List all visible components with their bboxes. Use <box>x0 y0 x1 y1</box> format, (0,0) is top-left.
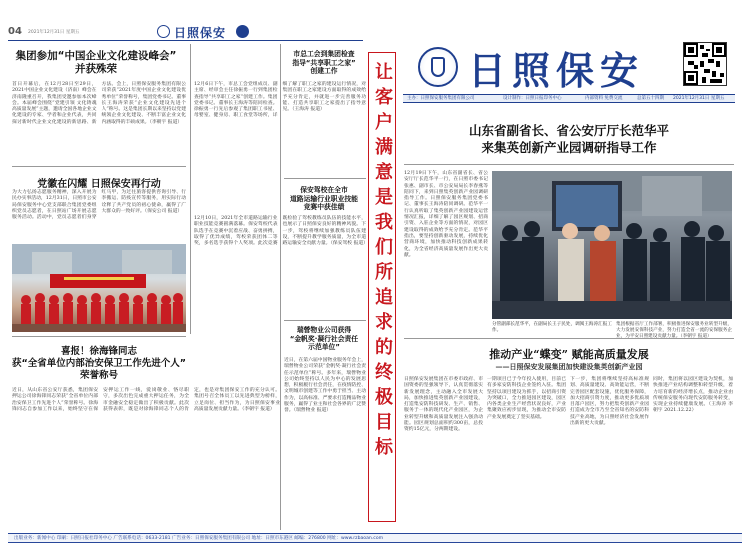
article-body-party-emblem: 为大力弘扬志愿服务精神，深入开展为民办实事活动，12月31日，日照市公安局保安服务中心党支部联合集团党委组织党员志愿者，在日照站广场开展志愿服务活动。活动中，党员志愿者们身穿红马甲，为过往旅客提供咨询引导、行李搬运、防疫宣传等服务，用实际行动诠释了共产党员的初心使命，赢得了广大群众的一致好评。（保安公司 报道） <box>12 190 186 221</box>
lead-photo-inspection <box>492 171 732 319</box>
footer-text: 出版业务：新闻中心 印刷：日照日报社印务中心 广告联系电话：0633-2181 广告业务：日照保安服务集团有限公司 地址：日照市东港区 邮编：276800 网址：www.rzbaoan.com <box>14 536 384 541</box>
sub-article-col-4: 同时，集团将以园区建设为契机，加快推进产业结构调整和转型升级，着力培育新的经济增长点，推动企业由传统保安服务向现代安防服务转变，实现企业持续健康发展。（王海涛 李朝宇 2021.12.22） <box>653 377 733 414</box>
article-title-party-emblem: 党徽在闪耀 日照保安再行动 <box>37 179 161 190</box>
title-line-3: 荣誉称号 <box>79 370 118 381</box>
divider <box>284 178 366 179</box>
volunteer-group-photo <box>12 244 186 332</box>
lead-title-line-1: 山东省副省长、省公安厅厅长范华平 <box>468 123 669 138</box>
divider <box>284 320 366 321</box>
article-title-culture-summit <box>12 50 180 76</box>
article-body-driving-school: 12月10日，2021年全市道路运输行业职业技能竞赛圆满落幕。保安驾校代表队选手在竞赛中沉着应战、奋勇拼搏，取得了优异成绩，驾校荣获团体二等奖，多名选手获得个人奖项。此次竞赛既检验了驾校教练员队伍的技能水平，也展示了日照保安良好的精神风貌。下一步，驾校将继续加强教练员队伍建设，不断提升教学服务质量，为全市道路运输安全贡献力量。（保安驾校 报道） <box>194 216 368 247</box>
lead-side-text: 集团根据省厅工作部署，积极推进保安服务业转型升级，大力发展安保科技产业，努力打造全省一流的安保服务企业，为平安日照建设贡献力量。（李朝宇 报道） <box>616 322 732 339</box>
lead-body: 12月19日下午，山东省副省长、省公安厅厅长范华平一行，在日照市委书记张惠、副市长、市公安局局长李春燕等陪同下，来到日照集英创新产业园调研指导工作。日照保安服务集团党委书记、董事长王海涛陪同调研。范华平一行认真听取了集英创新产业园建设运营情况汇报，详细了解了园区规划、招商引资、入驻企业等方面的情况，对园区建设取得的成效给予充分肯定。范华平指出，要坚持创新驱动发展，持续优化营商环境，加快推动科技创新成果转化，为全省经济高质量发展作出更大贡献。 <box>404 171 488 258</box>
divider <box>404 338 734 339</box>
article-body-workers-home: 12月6日下午，市总工会党组成员、副主席、经审会主任徐振勇一行到集团检查指导“共享职工之家”创建工作。集团党委书记、董事长王海涛等陪同检查。徐振勇一行先后参观了集团职工书屋、母婴室、健身房、职工食堂等场所，详细了解了职工之家的建设运行情况，对集团在职工之家建设方面取得的成效给予充分肯定，并就进一步完善服务功能、打造共享职工之家提出了指导意见。（王海涛 报道） <box>194 82 366 119</box>
info-internal: 内部资料 免费交流 <box>585 96 623 101</box>
qr-code <box>683 42 727 86</box>
sub-article-subtitle: ——日照保安发展集团加快建设集英创新产业园 <box>495 362 643 371</box>
title-line-2: 道路运输行业职业技能 <box>290 194 358 203</box>
title-line-2: 指导“共享职工之家” <box>292 58 356 67</box>
info-organizer: 主办：日照保安服务集团有限公司 <box>407 96 475 101</box>
lead-title-line-2: 来集英创新产业园调研指导工作 <box>481 140 657 155</box>
info-issue: 总第五十四期 <box>637 96 664 101</box>
column-divider <box>280 44 281 530</box>
title-line-3: 竞赛中获佳绩 <box>303 203 345 212</box>
title-line-1: 瑞營物业公司获得 <box>296 326 352 334</box>
masthead-info-bar <box>403 94 735 103</box>
column-divider <box>190 44 191 334</box>
info-design: 设计制作：日照日报印务中心 <box>503 96 562 101</box>
page-number: 04 <box>8 26 22 37</box>
article-title-workers-home <box>282 50 366 76</box>
footer-bar <box>8 533 742 543</box>
masthead-small-title: 日照保安 <box>174 26 227 40</box>
sub-article-col-2: 一期项目已于今年投入使用，目前已有多家安防科技企业签约入驻。集团坚持以项目建设为抓手，以招商引资为突破口，全力推进园区建设，园区内各类企业生产经营状况良好，产业集聚效应初步显现，为推动全市安防产业发展奠定了坚实基础。 <box>487 377 566 420</box>
divider <box>12 336 186 337</box>
article-title-xu-haifeng <box>10 346 188 382</box>
divider <box>404 164 734 165</box>
title-line-3: 示范单位” <box>308 343 340 352</box>
article-body-culture-summit: 首日开幕后，在12月28日至29日，2021中国企业文化建设（济南）峰会在济南隆重召开，我集团受邀参加本次峰会。本届峰会围绕“党建引领 文化铸魂 高质量发展”主题，邀请全国各地企业文化建设的专家、学者和企业代表，共同探讨新时代企业文化建设的新思路、新方法。会上，日照保安服务集团有限公司荣获“2021年度中国企业文化建设优秀单位”荣誉称号，集团党委书记、董事长王海涛荣获“企业文化建设先进个人”称号。这是集团长期以来坚持以党建统领企业文化建设、不断丰富企业文化内涵取得的丰硕成果。（李朝宇 报道） <box>12 82 186 125</box>
title-line-2: 获“全省单位内部治安保卫工作先进个人” <box>12 358 186 369</box>
title-line-1: 市总工会到集团检查 <box>293 50 355 58</box>
sub-article-title: 推动产业“蝶变” 赋能高质量发展 <box>489 348 649 361</box>
sub-article-col-3: 下一步，集团将继续坚持高标准规划、高质量建设、高效能运营，不断完善园区配套设施，优化服务保障，加大招商引资力度，推动更多优质项目落户园区，努力把集英创新产业园打造成为全市乃至全省知名的安防科技产业高地，为日照经济社会发展作出新的更大贡献。 <box>570 377 649 427</box>
title-line-2: 并获殊荣 <box>75 63 117 75</box>
article-body-property-award: 近日，在第六届中国物业服务年会上，瑞營物业公司荣获“金帆奖·凝行社会责任示范单位”称号。多年来，瑞營物业公司始终坚持以人民为中心的发展思想，积极履行社会责任，在疫情防控、文明城市创建等工作中勇于担当、主动作为，以高标准、严要求打造精品物业服务，赢得了业主和社会各界的广泛赞誉。（瑞營物业 报道） <box>284 358 366 414</box>
masthead-title: 日照保安 <box>468 49 645 93</box>
masthead-small-logo <box>157 25 170 38</box>
title-line-2: “金帆奖·凝行社会责任 <box>289 334 359 343</box>
slogan-text: 让客户满意是我们所追求的终极目标 <box>372 62 393 462</box>
masthead-small-badge <box>236 25 249 38</box>
info-date: 2021年12月31日 星期五 <box>673 96 725 101</box>
lead-title <box>404 122 734 156</box>
title-line-1: 集团参加“中国企业文化建设峰会” <box>15 50 177 62</box>
article-body-xu-haifeng: 近日，从山东省公安厅获悉，集团保安押运公司徐海锋同志荣获“全省单位内部治安保卫工作先进个人”荣誉称号。徐海锋同志自参加工作以来，始终坚守在保安押运工作一线，爱岗敬业、恪尽职守，多次出色完成重大押运任务，为全市金融安全稳定做出了积极贡献。此次获得表彰，既是对徐海锋同志个人的肯定，也是对集团保安工作的充分认可。集团号召全体员工以先进典型为榜样，立足岗位、担当作为，为日照保安事业高质量发展贡献力量。（李朝宇 报道） <box>12 388 280 412</box>
left-header-rule <box>8 40 363 41</box>
divider <box>12 166 186 167</box>
title-line-3: 创建工作 <box>310 67 338 76</box>
sub-article-col-1: 日照保安发展集团在市委市政府、市国资委的坚强领导下，认真贯彻落实新发展理念，主动融入全市发展大局，加快推进集英创新产业园建设，打造集安防科技研发、生产、销售、服务于一体的现代化产业园区，为企业转型升级和高质量发展注入强劲动能。园区规划总面积约300亩，总投资约15亿元，分两期建设。 <box>404 377 483 433</box>
masthead-emblem <box>418 47 458 87</box>
title-line-1: 保安驾校在全市 <box>300 186 348 194</box>
title-line-1: 喜报！徐海锋同志 <box>60 346 137 357</box>
date-line: 2021年12月31日 星期五 <box>28 30 80 35</box>
article-title-driving-school <box>282 186 366 212</box>
lead-photo-caption: 分管副部长范华平，在副局长王子民处，调阅王海涛汇报工作。 <box>492 322 612 333</box>
article-title-property-award <box>282 326 366 352</box>
